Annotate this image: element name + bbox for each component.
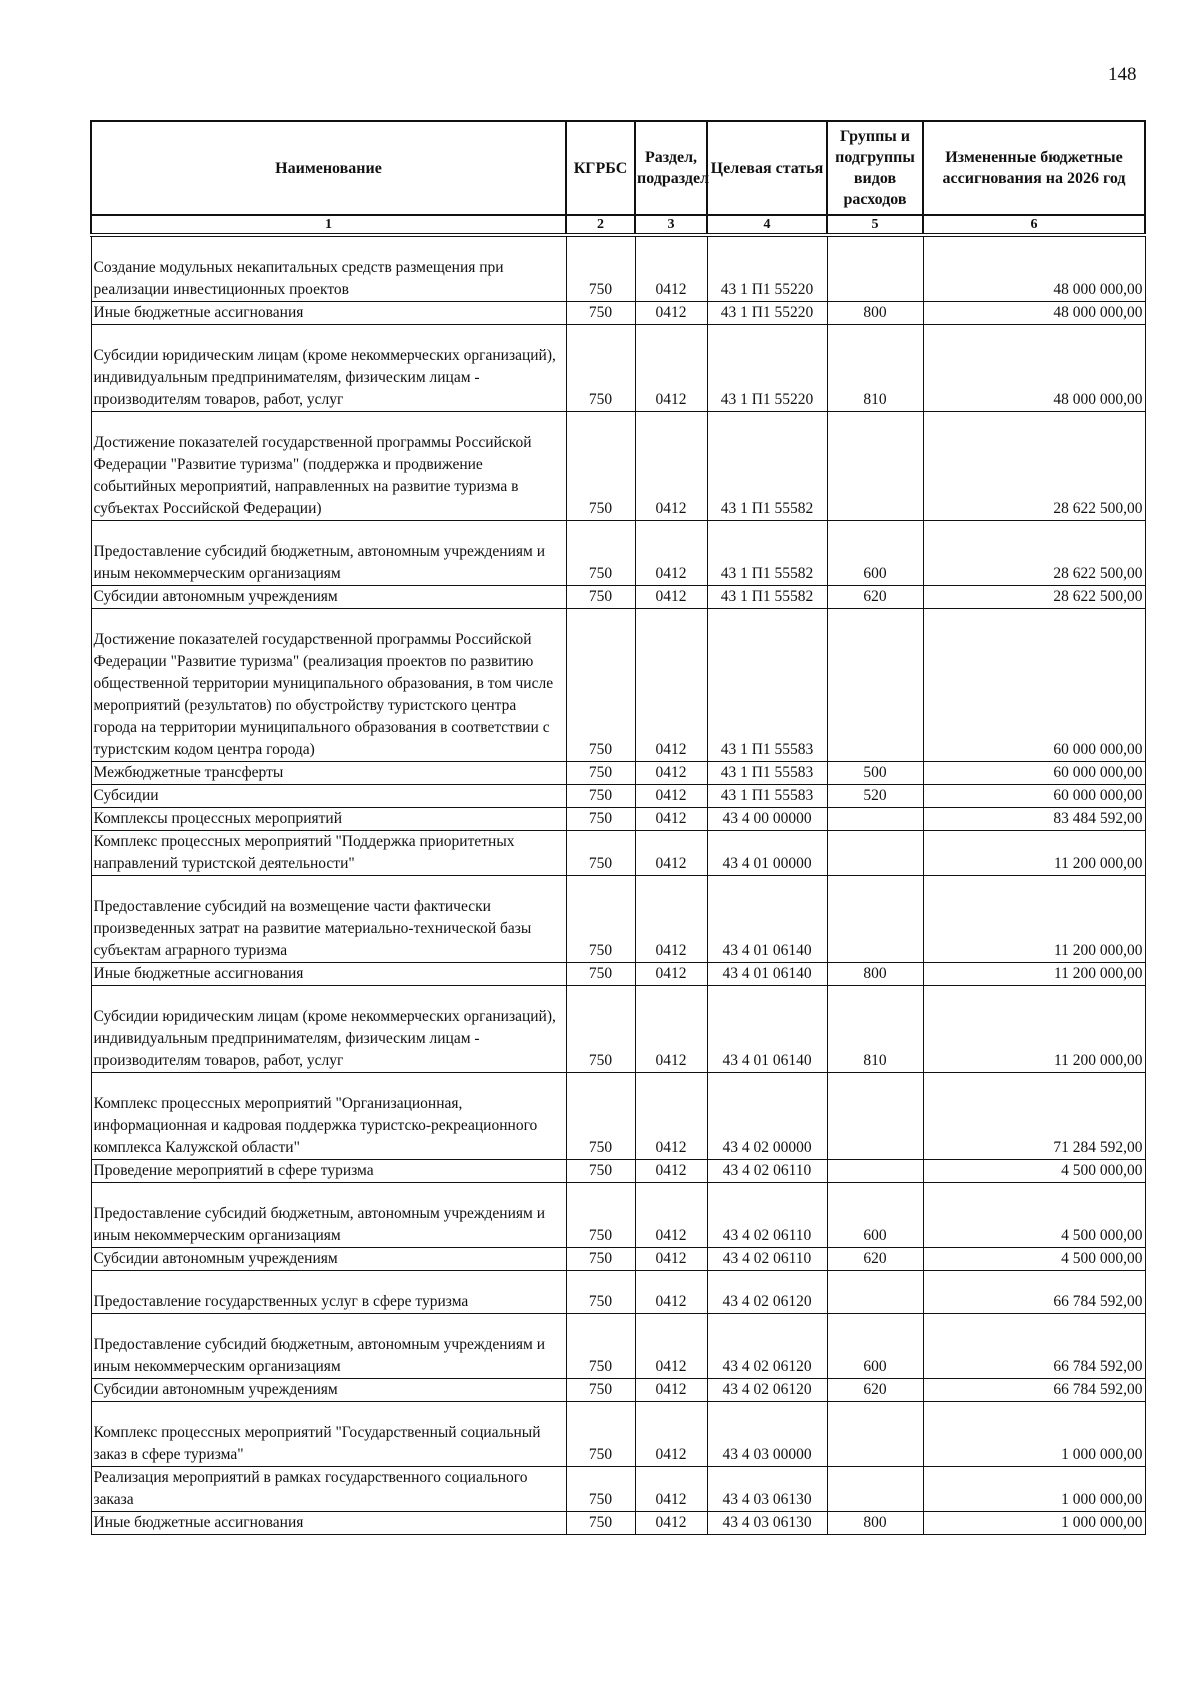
column-number: 3 (635, 215, 707, 235)
cell-kgrbs: 750 (566, 302, 635, 325)
cell-amount: 1 000 000,00 (923, 1467, 1145, 1512)
cell-section: 0412 (635, 762, 707, 785)
cell-kgrbs: 750 (566, 986, 635, 1073)
cell-kgrbs: 750 (566, 1271, 635, 1314)
cell-target: 43 4 02 00000 (707, 1073, 827, 1160)
cell-group: 600 (827, 1314, 923, 1379)
column-number: 4 (707, 215, 827, 235)
cell-section: 0412 (635, 1073, 707, 1160)
cell-name: Достижение показателей государственной программы Российской Федерации "Развитие туризма" (реализация проектов по развитию общественной территории муниципального образования, в том числе мероприятий (результатов) по обустройству туристского центра города на территории муниципального образования в соответствии с туристским кодом центра города) (91, 609, 566, 762)
table-row (91, 1402, 1145, 1467)
table-row (91, 1512, 1145, 1535)
cell-target: 43 4 01 00000 (707, 831, 827, 876)
cell-target: 43 4 01 06140 (707, 963, 827, 986)
cell-section: 0412 (635, 235, 707, 302)
cell-group: 620 (827, 1379, 923, 1402)
cell-name: Проведение мероприятий в сфере туризма (91, 1160, 566, 1183)
cell-name: Предоставление субсидий бюджетным, автономным учреждениям и иным некоммерческим организациям (91, 521, 566, 586)
cell-target: 43 4 01 06140 (707, 986, 827, 1073)
cell-target: 43 4 00 00000 (707, 808, 827, 831)
cell-group (827, 876, 923, 963)
cell-group: 620 (827, 586, 923, 609)
cell-target: 43 1 П1 55220 (707, 302, 827, 325)
cell-amount: 71 284 592,00 (923, 1073, 1145, 1160)
cell-amount: 1 000 000,00 (923, 1402, 1145, 1467)
cell-section: 0412 (635, 808, 707, 831)
cell-section: 0412 (635, 521, 707, 586)
cell-amount: 11 200 000,00 (923, 876, 1145, 963)
table-row (91, 1248, 1145, 1271)
cell-group (827, 1271, 923, 1314)
cell-name: Предоставление субсидий бюджетным, автономным учреждениям и иным некоммерческим организациям (91, 1183, 566, 1248)
cell-group: 620 (827, 1248, 923, 1271)
cell-name: Межбюджетные трансферты (91, 762, 566, 785)
cell-amount: 28 622 500,00 (923, 586, 1145, 609)
table-row (91, 609, 1145, 762)
column-number: 6 (923, 215, 1145, 235)
cell-kgrbs: 750 (566, 1512, 635, 1535)
budget-table (90, 120, 1146, 1535)
column-number-row (91, 215, 1145, 235)
cell-target: 43 1 П1 55582 (707, 586, 827, 609)
cell-section: 0412 (635, 1402, 707, 1467)
cell-target: 43 4 02 06110 (707, 1160, 827, 1183)
cell-section: 0412 (635, 876, 707, 963)
cell-target: 43 1 П1 55583 (707, 762, 827, 785)
cell-group: 800 (827, 1512, 923, 1535)
cell-kgrbs: 750 (566, 521, 635, 586)
cell-kgrbs: 750 (566, 235, 635, 302)
table-row (91, 831, 1145, 876)
cell-name: Комплекс процессных мероприятий "Государственный социальный заказ в сфере туризма" (91, 1402, 566, 1467)
cell-group: 810 (827, 986, 923, 1073)
cell-kgrbs: 750 (566, 1160, 635, 1183)
cell-name: Субсидии автономным учреждениям (91, 586, 566, 609)
cell-amount: 83 484 592,00 (923, 808, 1145, 831)
cell-group (827, 609, 923, 762)
table-row (91, 302, 1145, 325)
cell-target: 43 4 02 06120 (707, 1379, 827, 1402)
cell-kgrbs: 750 (566, 808, 635, 831)
table-row (91, 762, 1145, 785)
cell-kgrbs: 750 (566, 1183, 635, 1248)
cell-group (827, 1402, 923, 1467)
cell-amount: 28 622 500,00 (923, 412, 1145, 521)
header-kgrbs: КГРБС (566, 121, 635, 215)
table-row (91, 986, 1145, 1073)
table-row (91, 1183, 1145, 1248)
header-name: Наименование (91, 121, 566, 215)
cell-section: 0412 (635, 785, 707, 808)
cell-kgrbs: 750 (566, 1467, 635, 1512)
cell-section: 0412 (635, 1467, 707, 1512)
table-row (91, 876, 1145, 963)
page-number: 148 (1108, 64, 1137, 85)
cell-name: Достижение показателей государственной программы Российской Федерации "Развитие туризма" (поддержка и продвижение событийных мероприятий, направленных на развитие туризма в субъектах Российской Федерации) (91, 412, 566, 521)
cell-section: 0412 (635, 609, 707, 762)
cell-amount: 48 000 000,00 (923, 235, 1145, 302)
cell-name: Иные бюджетные ассигнования (91, 1512, 566, 1535)
cell-name: Реализация мероприятий в рамках государственного социального заказа (91, 1467, 566, 1512)
table-row (91, 235, 1145, 302)
cell-amount: 66 784 592,00 (923, 1379, 1145, 1402)
cell-section: 0412 (635, 325, 707, 412)
table-row (91, 521, 1145, 586)
cell-target: 43 4 03 06130 (707, 1467, 827, 1512)
cell-target: 43 4 02 06120 (707, 1314, 827, 1379)
cell-target: 43 1 П1 55582 (707, 521, 827, 586)
cell-kgrbs: 750 (566, 1379, 635, 1402)
cell-section: 0412 (635, 831, 707, 876)
header-target: Целевая статья (707, 121, 827, 215)
cell-section: 0412 (635, 1160, 707, 1183)
header-row (91, 121, 1145, 215)
table-row (91, 412, 1145, 521)
cell-kgrbs: 750 (566, 586, 635, 609)
cell-target: 43 4 01 06140 (707, 876, 827, 963)
cell-group (827, 235, 923, 302)
cell-section: 0412 (635, 1314, 707, 1379)
cell-kgrbs: 750 (566, 1248, 635, 1271)
cell-amount: 48 000 000,00 (923, 302, 1145, 325)
header-groups: Группы и подгруппы видов расходов (827, 121, 923, 215)
cell-section: 0412 (635, 586, 707, 609)
cell-amount: 60 000 000,00 (923, 785, 1145, 808)
cell-target: 43 4 02 06120 (707, 1271, 827, 1314)
cell-amount: 48 000 000,00 (923, 325, 1145, 412)
cell-amount: 66 784 592,00 (923, 1271, 1145, 1314)
cell-name: Предоставление субсидий бюджетным, автономным учреждениям и иным некоммерческим организациям (91, 1314, 566, 1379)
cell-name: Субсидии автономным учреждениям (91, 1248, 566, 1271)
cell-group (827, 412, 923, 521)
cell-target: 43 1 П1 55220 (707, 235, 827, 302)
table-row (91, 586, 1145, 609)
cell-name: Комплексы процессных мероприятий (91, 808, 566, 831)
cell-name: Иные бюджетные ассигнования (91, 963, 566, 986)
cell-kgrbs: 750 (566, 1402, 635, 1467)
cell-section: 0412 (635, 1379, 707, 1402)
cell-name: Комплекс процессных мероприятий "Поддержка приоритетных направлений туристской деятельности" (91, 831, 566, 876)
cell-amount: 28 622 500,00 (923, 521, 1145, 586)
cell-group (827, 1467, 923, 1512)
cell-amount: 60 000 000,00 (923, 762, 1145, 785)
column-number: 1 (91, 215, 566, 235)
cell-kgrbs: 750 (566, 609, 635, 762)
cell-amount: 60 000 000,00 (923, 609, 1145, 762)
cell-section: 0412 (635, 1512, 707, 1535)
table-row (91, 1379, 1145, 1402)
cell-group (827, 1160, 923, 1183)
cell-name: Предоставление субсидий на возмещение части фактически произведенных затрат на развитие материально-технической базы субъектам аграрного туризма (91, 876, 566, 963)
table-row (91, 1314, 1145, 1379)
header-section: Раздел, подраздел (635, 121, 707, 215)
cell-amount: 66 784 592,00 (923, 1314, 1145, 1379)
cell-section: 0412 (635, 1183, 707, 1248)
cell-target: 43 4 03 00000 (707, 1402, 827, 1467)
cell-section: 0412 (635, 1248, 707, 1271)
cell-kgrbs: 750 (566, 963, 635, 986)
header-amount: Измененные бюджетные ассигнования на 2026 год (923, 121, 1145, 215)
cell-kgrbs: 750 (566, 1073, 635, 1160)
table-row (91, 1467, 1145, 1512)
cell-section: 0412 (635, 986, 707, 1073)
table-row (91, 963, 1145, 986)
cell-group: 800 (827, 302, 923, 325)
cell-amount: 4 500 000,00 (923, 1160, 1145, 1183)
column-number: 2 (566, 215, 635, 235)
cell-target: 43 4 03 06130 (707, 1512, 827, 1535)
cell-target: 43 4 02 06110 (707, 1248, 827, 1271)
cell-kgrbs: 750 (566, 831, 635, 876)
cell-target: 43 1 П1 55220 (707, 325, 827, 412)
cell-target: 43 1 П1 55583 (707, 609, 827, 762)
table-row (91, 325, 1145, 412)
cell-name: Комплекс процессных мероприятий "Организационная, информационная и кадровая поддержка туристско-рекреационного комплекса Калужской области" (91, 1073, 566, 1160)
cell-section: 0412 (635, 412, 707, 521)
cell-group (827, 1073, 923, 1160)
cell-group: 810 (827, 325, 923, 412)
table-row (91, 1271, 1145, 1314)
cell-amount: 4 500 000,00 (923, 1248, 1145, 1271)
cell-name: Субсидии автономным учреждениям (91, 1379, 566, 1402)
cell-name: Субсидии юридическим лицам (кроме некоммерческих организаций), индивидуальным предпринимателям, физическим лицам - производителям товаров, работ, услуг (91, 986, 566, 1073)
cell-kgrbs: 750 (566, 412, 635, 521)
cell-group: 600 (827, 521, 923, 586)
cell-kgrbs: 750 (566, 762, 635, 785)
cell-name: Предоставление государственных услуг в сфере туризма (91, 1271, 566, 1314)
cell-group: 520 (827, 785, 923, 808)
cell-group (827, 831, 923, 876)
cell-target: 43 1 П1 55582 (707, 412, 827, 521)
cell-amount: 11 200 000,00 (923, 963, 1145, 986)
cell-target: 43 4 02 06110 (707, 1183, 827, 1248)
column-number: 5 (827, 215, 923, 235)
cell-kgrbs: 750 (566, 785, 635, 808)
cell-kgrbs: 750 (566, 325, 635, 412)
cell-kgrbs: 750 (566, 1314, 635, 1379)
table-body (91, 235, 1145, 1535)
cell-amount: 11 200 000,00 (923, 831, 1145, 876)
cell-section: 0412 (635, 963, 707, 986)
cell-group (827, 808, 923, 831)
cell-amount: 1 000 000,00 (923, 1512, 1145, 1535)
cell-group: 500 (827, 762, 923, 785)
cell-target: 43 1 П1 55583 (707, 785, 827, 808)
table-row (91, 808, 1145, 831)
cell-kgrbs: 750 (566, 876, 635, 963)
cell-name: Создание модульных некапитальных средств размещения при реализации инвестиционных проектов (91, 235, 566, 302)
cell-group: 600 (827, 1183, 923, 1248)
cell-group: 800 (827, 963, 923, 986)
cell-name: Субсидии юридическим лицам (кроме некоммерческих организаций), индивидуальным предпринимателям, физическим лицам - производителям товаров, работ, услуг (91, 325, 566, 412)
cell-section: 0412 (635, 1271, 707, 1314)
table-row (91, 1160, 1145, 1183)
table-row (91, 1073, 1145, 1160)
cell-section: 0412 (635, 302, 707, 325)
cell-amount: 11 200 000,00 (923, 986, 1145, 1073)
cell-amount: 4 500 000,00 (923, 1183, 1145, 1248)
cell-name: Субсидии (91, 785, 566, 808)
cell-name: Иные бюджетные ассигнования (91, 302, 566, 325)
table-row (91, 785, 1145, 808)
